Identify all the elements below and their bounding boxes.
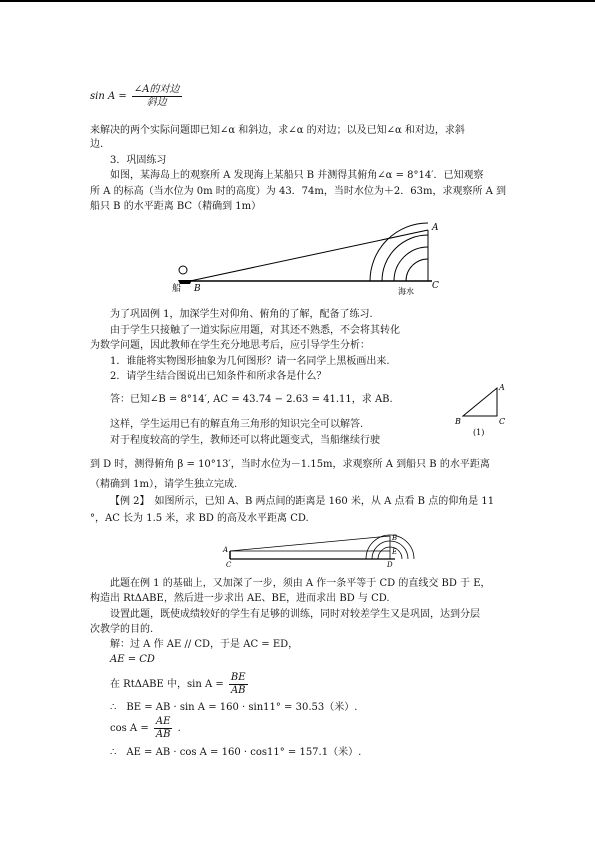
point-label-c: C — [226, 561, 232, 569]
figure-caption: (1) — [473, 428, 485, 437]
formula-denominator: 斜边 — [146, 97, 167, 108]
point-label-c: C — [432, 281, 439, 291]
paragraph-line: 为数学问题，因此教师在学生充分地思考后，应引导学生分析： — [90, 340, 370, 351]
formula-numerator: ∠A的对边 — [133, 84, 180, 95]
formula-numerator: BE — [230, 672, 246, 683]
point-label-e: E — [392, 548, 398, 556]
formula-fraction — [132, 84, 182, 109]
elevation-angle-diagram — [220, 532, 420, 572]
formula-lhs: sin A = — [90, 91, 127, 102]
paragraph-line: 设置此题，既使成绩较好的学生有足够的训练，同时对较差学生又是巩固，达到分层 — [110, 609, 480, 620]
example-line: °，AC 长为 1.5 米，求 BD 的高及水平距离 CD. — [90, 513, 309, 524]
paragraph-line: 为了巩固例 1，加深学生对仰角、俯角的了解，配备了练习. — [110, 309, 373, 320]
formula-lhs: cos A = — [110, 723, 149, 734]
point-label-c: C — [499, 417, 506, 426]
point-label-a: A — [223, 546, 229, 554]
solution-line: ∴ AE = AB · cos A = 160 · cos11° = 157.1（米）. — [110, 747, 362, 758]
question-line: 1．谁能将实物图形抽象为几何图形？请一名同学上黑板画出来. — [110, 356, 390, 367]
paragraph-line: 来解决的两个实际问题即已知∠α 和斜边，求∠α 的对边；以及已知∠α 和对边，求斜 — [90, 125, 465, 136]
paragraph-line: 这样，学生运用已有的解直角三角形的知识完全可以解答. — [110, 419, 364, 430]
paragraph-line: 如图，某海岛上的观察所 A 发现海上某船只 B 并测得其俯角∠α = 8°14′．已知观察 — [110, 170, 484, 181]
header-rule — [0, 0, 595, 2]
paragraph-line: 次教学的目的. — [90, 624, 154, 635]
paragraph-line: 对于程度较高的学生，教师还可以将此题变式，当船继续行驶 — [110, 435, 380, 446]
formula-denominator: AB — [155, 729, 171, 740]
paragraph-line: 由于学生只接触了一道实际应用题，对其还不熟悉，不会将其转化 — [110, 325, 400, 336]
paragraph-line: 到 D 时，测得俯角 β = 10°13′，当时水位为－1.15m，求观察所 A 到船只 B 的水平距离 — [90, 459, 490, 470]
formula-denominator: AB — [230, 685, 246, 696]
solution-line: ∴ BE = AB · sin A = 160 · sin11° = 30.53（米）. — [110, 702, 358, 713]
paragraph-line: 所 A 的标高（当水位为 0m 时的高度）为 43．74m，当时水位为＋2．63m，求观察所 A 到 — [90, 186, 507, 197]
solution-sine-formula — [110, 672, 250, 697]
point-label-b: B — [455, 417, 461, 426]
point-label-a: A — [499, 383, 505, 392]
point-label-d: D — [387, 561, 393, 569]
formula-numerator: AE — [154, 716, 173, 729]
formula-lhs: 在 RtΔABE 中，sin A = — [110, 679, 224, 690]
ship-label: 船 — [172, 284, 182, 294]
paragraph-line: 边. — [90, 139, 104, 150]
paragraph-line: （精确到 1m），请学生独立完成. — [90, 479, 238, 490]
point-label-b: B — [194, 284, 201, 294]
solution-cosine-formula — [110, 716, 181, 741]
formula-fraction — [229, 672, 248, 697]
sine-definition-formula — [90, 84, 184, 109]
point-label-a: A — [432, 223, 439, 233]
right-triangle-diagram — [455, 380, 515, 438]
lighthouse-ship-diagram — [170, 218, 460, 298]
paragraph-line: 船只 B 的水平距离 BC（精确到 1m） — [90, 201, 262, 212]
sight-line-ab — [230, 536, 390, 551]
formula-fraction — [154, 716, 173, 741]
point-label-b: B — [392, 534, 398, 542]
observer-icon — [179, 266, 187, 274]
triangle-abc — [463, 388, 497, 416]
example-line: 【例 2】 如图所示，已知 A、B 两点间的距离是 160 米，从 A 点看 B 点的仰角是 11 — [110, 496, 495, 507]
solution-line: 解：过 A 作 AE // CD，于是 AC = ED， — [110, 639, 299, 650]
question-line: 2．请学生结合图说出已知条件和所求各是什么？ — [110, 371, 327, 382]
solution-line: AE = CD — [110, 654, 155, 665]
formula-period: . — [177, 723, 181, 734]
water-label: 海水 — [398, 287, 414, 296]
paragraph-line: 此题在例 1 的基础上，又加深了一步，须由 A 作一条平等于 CD 的直线交 BD 于 E， — [110, 578, 491, 589]
answer-line: 答：已知∠B = 8°14′, AC = 43.74 − 2.63 = 41.11，求 AB. — [110, 394, 393, 405]
section-heading: 3．巩固练习 — [110, 155, 167, 166]
sight-line — [190, 230, 428, 281]
paragraph-line: 构造出 RtΔABE，然后进一步求出 AE、BE，进而求出 BD 与 CD. — [90, 593, 390, 604]
